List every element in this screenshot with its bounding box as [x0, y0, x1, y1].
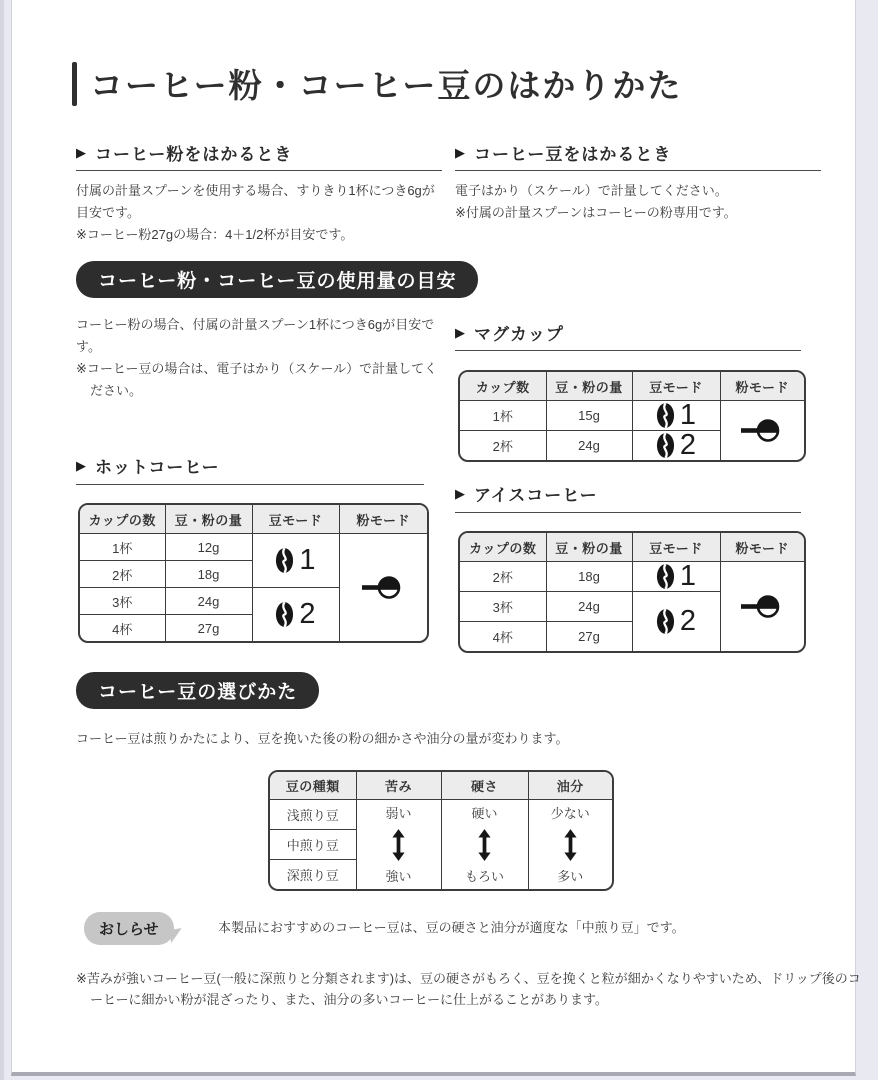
col-header: 粉モード [720, 533, 804, 562]
col-header: 苦み [356, 772, 441, 800]
beans-body-line2: ※付属の計量スプーンはコーヒーの粉専用です。 [455, 205, 737, 220]
bean-type-cell: 深煎り豆 [270, 860, 356, 890]
col-header: カップの数 [80, 505, 165, 534]
cups-cell: 2杯 [80, 561, 165, 588]
range-top-label: 少ない [550, 805, 590, 821]
hot-table-grid [80, 505, 427, 641]
powder-mode-cell [339, 534, 427, 642]
mug-heading [455, 320, 564, 345]
amount-cell: 27g [546, 622, 632, 652]
powder-section-title: コーヒー粉をはかるとき [95, 145, 293, 164]
col-header: 豆モード [632, 533, 720, 562]
amount-cell: 24g [546, 592, 632, 622]
amount-cell: 24g [546, 431, 632, 461]
ice-heading [455, 481, 598, 506]
mug-rule [455, 350, 801, 351]
triangle-bullet-icon: ▶ [76, 145, 86, 160]
beans-section-heading [455, 140, 671, 165]
table-row [270, 800, 612, 830]
bitterness-range-cell [356, 800, 441, 890]
table-row [460, 401, 804, 431]
bean-type-cell: 浅煎り豆 [270, 800, 356, 830]
hot-title: ホットコーヒー [95, 458, 220, 477]
cups-cell: 2杯 [460, 431, 546, 461]
up-down-arrow-icon [391, 829, 406, 861]
choose-body-line: コーヒー豆は煎りかたにより、豆を挽いた後の粉の細かさや油分の量が変わります。 [76, 731, 569, 746]
ice-table [458, 531, 806, 653]
powder-mode-cell [720, 562, 804, 652]
range-top-label: 弱い [385, 805, 412, 821]
amount-cell: 18g [546, 562, 632, 592]
cups-cell: 1杯 [80, 534, 165, 561]
hot-table [78, 503, 429, 643]
beans-section-body [455, 180, 827, 224]
triangle-bullet-icon: ▶ [455, 325, 465, 340]
range-bottom-label: もろい [464, 868, 504, 884]
bean-mode-number: 2 [299, 598, 316, 630]
powder-mode-icon [741, 593, 783, 620]
powder-section-heading [76, 140, 292, 165]
beans-section-title: コーヒー豆をはかるとき [474, 145, 672, 164]
up-down-arrow-icon [477, 829, 492, 861]
usage-banner: コーヒー粉・コーヒー豆の使用量の目安 [76, 261, 478, 298]
cups-cell: 3杯 [460, 592, 546, 622]
notice-badge: おしらせ [84, 912, 174, 945]
hardness-range-cell [441, 800, 528, 890]
cups-cell: 2杯 [460, 562, 546, 592]
col-header: 豆モード [632, 372, 720, 401]
usage-body [76, 314, 444, 402]
table-header-row [460, 372, 804, 401]
hot-heading [76, 453, 220, 478]
table-row [80, 534, 427, 561]
coffee-bean-icon [656, 432, 675, 459]
bean-mode-number: 1 [679, 399, 697, 431]
bean-mode-number: 1 [299, 544, 316, 576]
ice-table-grid [460, 533, 804, 651]
cups-cell: 3杯 [80, 588, 165, 615]
range-bottom-label: 多い [557, 868, 584, 884]
bean-mode-cell [632, 592, 720, 652]
col-header: 豆モード [252, 505, 339, 534]
beans-section-rule [455, 170, 821, 171]
col-header: 豆・粉の量 [165, 505, 252, 534]
bean-mode-number: 2 [679, 429, 697, 461]
bean-mode-cell [632, 562, 720, 592]
bean-mode-cell [632, 401, 720, 431]
bean-choice-table [268, 770, 614, 891]
col-header: カップ数 [460, 372, 546, 401]
mug-title: マグカップ [474, 325, 564, 344]
col-header: 粉モード [720, 372, 804, 401]
mug-table [458, 370, 806, 462]
mug-table-grid [460, 372, 804, 460]
oil-range-cell [528, 800, 612, 890]
manual-page [11, 0, 861, 1076]
range-bottom-label: 強い [385, 868, 412, 884]
notice-text: 本製品におすすめのコーヒー豆は、豆の硬さと油分が適度な「中煎り豆」です。 [218, 920, 685, 935]
amount-cell: 27g [165, 615, 252, 642]
range-top-label: 硬い [471, 805, 498, 821]
col-header: 豆・粉の量 [546, 372, 632, 401]
cups-cell: 4杯 [80, 615, 165, 642]
coffee-bean-icon [656, 563, 675, 590]
bean-type-cell: 中煎り豆 [270, 830, 356, 860]
footnote: ※苦みが強いコーヒー豆(一般に深煎りと分類されます)は、豆の硬さがもろく、豆を挽くと粒が細かくなりやすいため、ドリップ後のコーヒーに細かい粉が混ざったり、また、油分の多いコーヒーに仕上がることがあります。 [76, 971, 861, 1007]
usage-body-line2: ※コーヒー豆の場合は、電子はかり（スケール）で計量してください。 [76, 361, 438, 398]
col-header: カップの数 [460, 533, 546, 562]
amount-cell: 24g [165, 588, 252, 615]
table-row [460, 562, 804, 592]
hot-rule [76, 484, 424, 485]
coffee-bean-icon [656, 402, 675, 429]
col-header: 硬さ [441, 772, 528, 800]
cups-cell: 4杯 [460, 622, 546, 652]
powder-section-rule [76, 170, 442, 171]
bean-mode-number: 1 [679, 560, 697, 592]
title-accent-bar [72, 62, 77, 106]
page-title [72, 60, 682, 107]
table-header-row [270, 772, 612, 800]
page-title-text: コーヒー粉・コーヒー豆のはかりかた [90, 67, 683, 104]
amount-cell: 12g [165, 534, 252, 561]
triangle-bullet-icon: ▶ [76, 458, 86, 473]
usage-body-line1: コーヒー粉の場合、付属の計量スプーン1杯につき6gが目安です。 [76, 317, 435, 354]
bean-mode-cell [252, 588, 339, 642]
powder-body-line2: ※コーヒー粉27gの場合：4＋1/2杯が目安です。 [76, 227, 354, 242]
col-header: 油分 [528, 772, 612, 800]
triangle-bullet-icon: ▶ [455, 145, 465, 160]
amount-cell: 18g [165, 561, 252, 588]
powder-mode-icon [741, 417, 783, 444]
ice-rule [455, 512, 801, 513]
coffee-bean-icon [275, 547, 294, 574]
triangle-bullet-icon: ▶ [455, 486, 465, 501]
powder-section-body [76, 180, 444, 246]
bean-mode-cell [632, 431, 720, 461]
table-header-row [80, 505, 427, 534]
viewer-left-edge [0, 0, 4, 1080]
powder-mode-icon [362, 574, 404, 601]
ice-title: アイスコーヒー [474, 486, 598, 505]
powder-body-line1: 付属の計量スプーンを使用する場合、すりきり1杯につき6gが目安です。 [76, 183, 435, 220]
coffee-bean-icon [656, 608, 675, 635]
up-down-arrow-icon [563, 829, 578, 861]
col-header: 粉モード [339, 505, 427, 534]
coffee-bean-icon [275, 601, 294, 628]
bean-choice-grid [270, 772, 612, 889]
choose-banner: コーヒー豆の選びかた [76, 672, 319, 709]
bean-mode-cell [252, 534, 339, 588]
table-header-row [460, 533, 804, 562]
col-header: 豆の種類 [270, 772, 356, 800]
choose-body [76, 728, 776, 750]
bean-mode-number: 2 [679, 605, 697, 637]
beans-body-line1: 電子はかり（スケール）で計量してください。 [455, 183, 728, 198]
amount-cell: 15g [546, 401, 632, 431]
cups-cell: 1杯 [460, 401, 546, 431]
col-header: 豆・粉の量 [546, 533, 632, 562]
powder-mode-cell [720, 401, 804, 461]
